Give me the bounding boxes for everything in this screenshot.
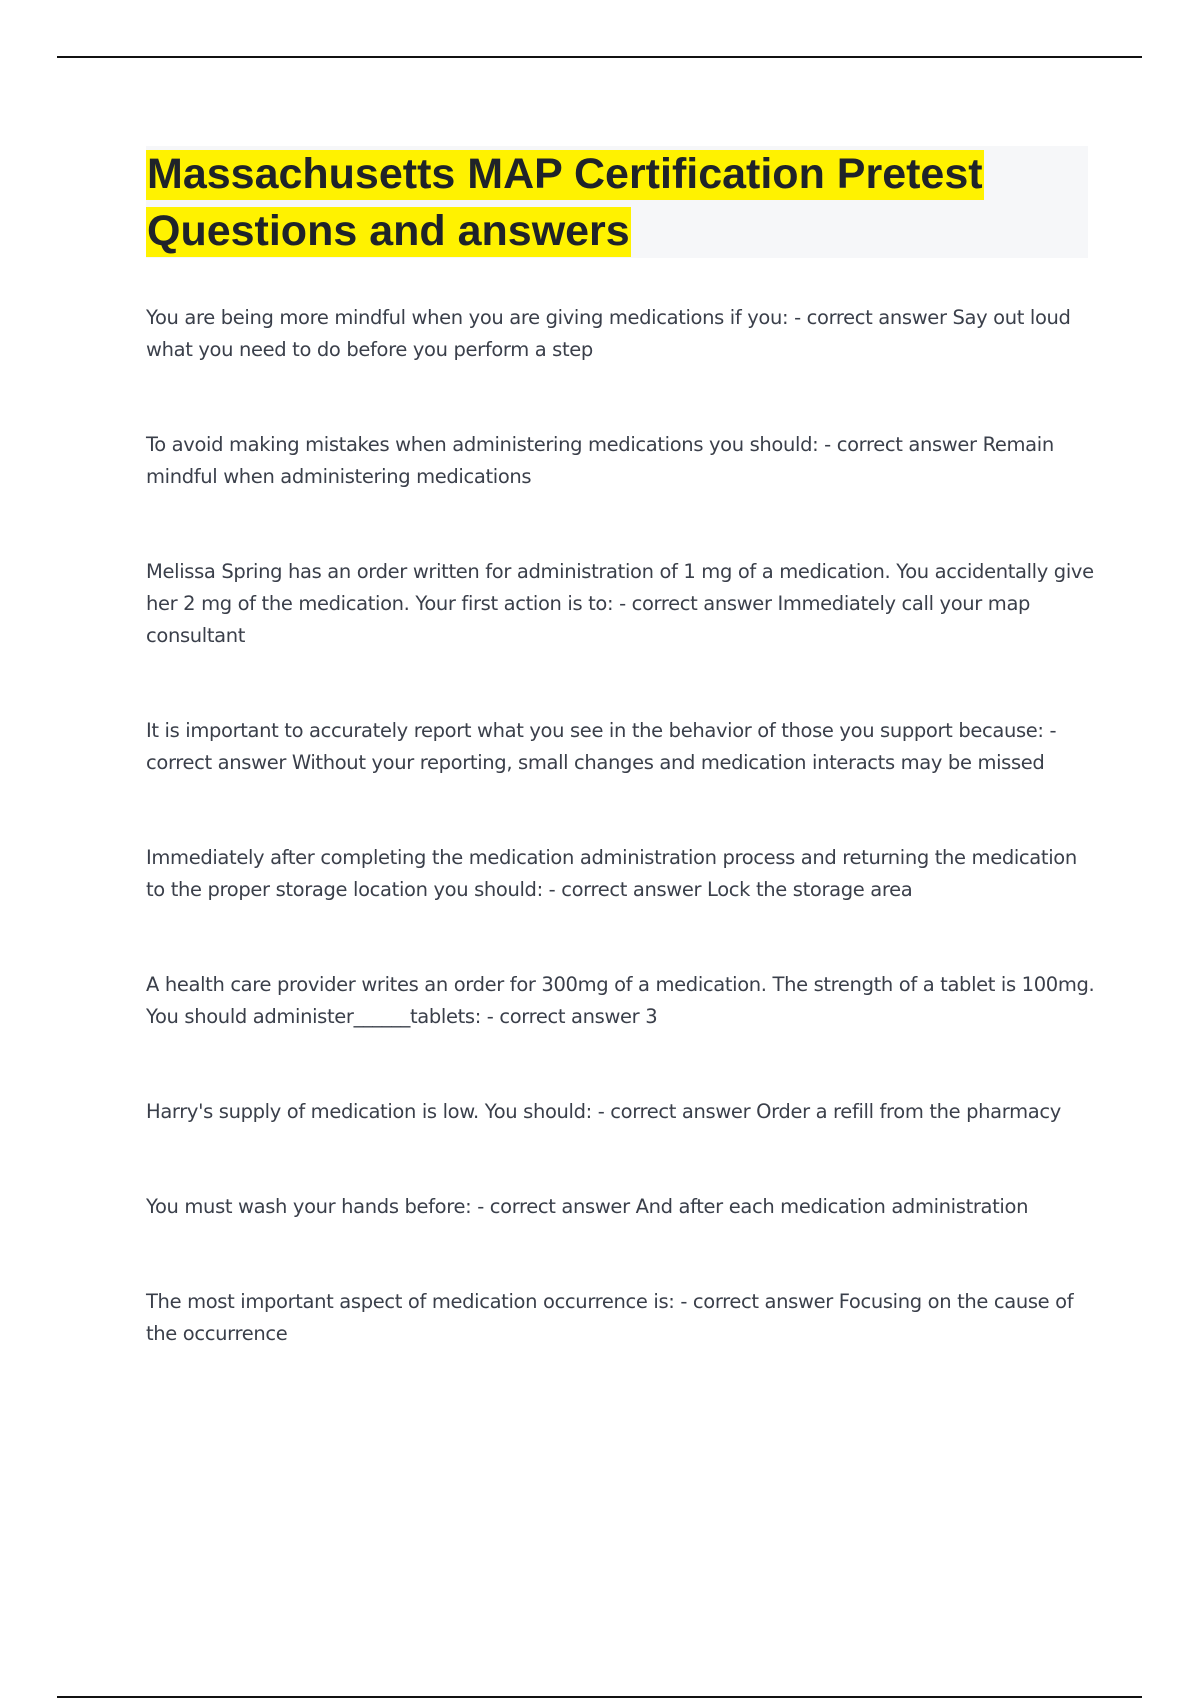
qa-item: You must wash your hands before: - correct answer And after each medication administration bbox=[146, 1195, 1029, 1218]
document-title bbox=[146, 146, 1088, 260]
bottom-rule bbox=[57, 1696, 1142, 1698]
qa-item: You are being more mindful when you are giving medications if you: - correct answer Say out loud what you need to do before you perform a step bbox=[146, 306, 1071, 361]
qa-item: The most important aspect of medication occurrence is: - correct answer Focusing on the cause of the occurrence bbox=[146, 1290, 1074, 1345]
qa-list bbox=[146, 302, 1096, 1413]
top-rule bbox=[57, 56, 1142, 58]
title-highlight: Massachusetts MAP Certification Pretest Questions and answers bbox=[147, 150, 983, 255]
qa-item: It is important to accurately report what you see in the behavior of those you support because: - correct answer Without your reporting, small changes and medication interacts may be missed bbox=[146, 719, 1057, 774]
qa-item: Immediately after completing the medication administration process and returning the medication to the proper storage location you should: - correct answer Lock the storage area bbox=[146, 846, 1077, 901]
qa-item: Harry's supply of medication is low. You should: - correct answer Order a refill from the pharmacy bbox=[146, 1100, 1061, 1123]
qa-item: A health care provider writes an order for 300mg of a medication. The strength of a tablet is 100mg. You should administer______tablets: - correct answer 3 bbox=[146, 973, 1095, 1028]
qa-item: Melissa Spring has an order written for administration of 1 mg of a medication. You accidentally give her 2 mg of the medication. Your first action is to: - correct answer Immediately call your map consultant bbox=[146, 560, 1094, 647]
title-block bbox=[146, 146, 1088, 258]
qa-item: To avoid making mistakes when administering medications you should: - correct answer Remain mindful when administering medications bbox=[146, 433, 1054, 488]
